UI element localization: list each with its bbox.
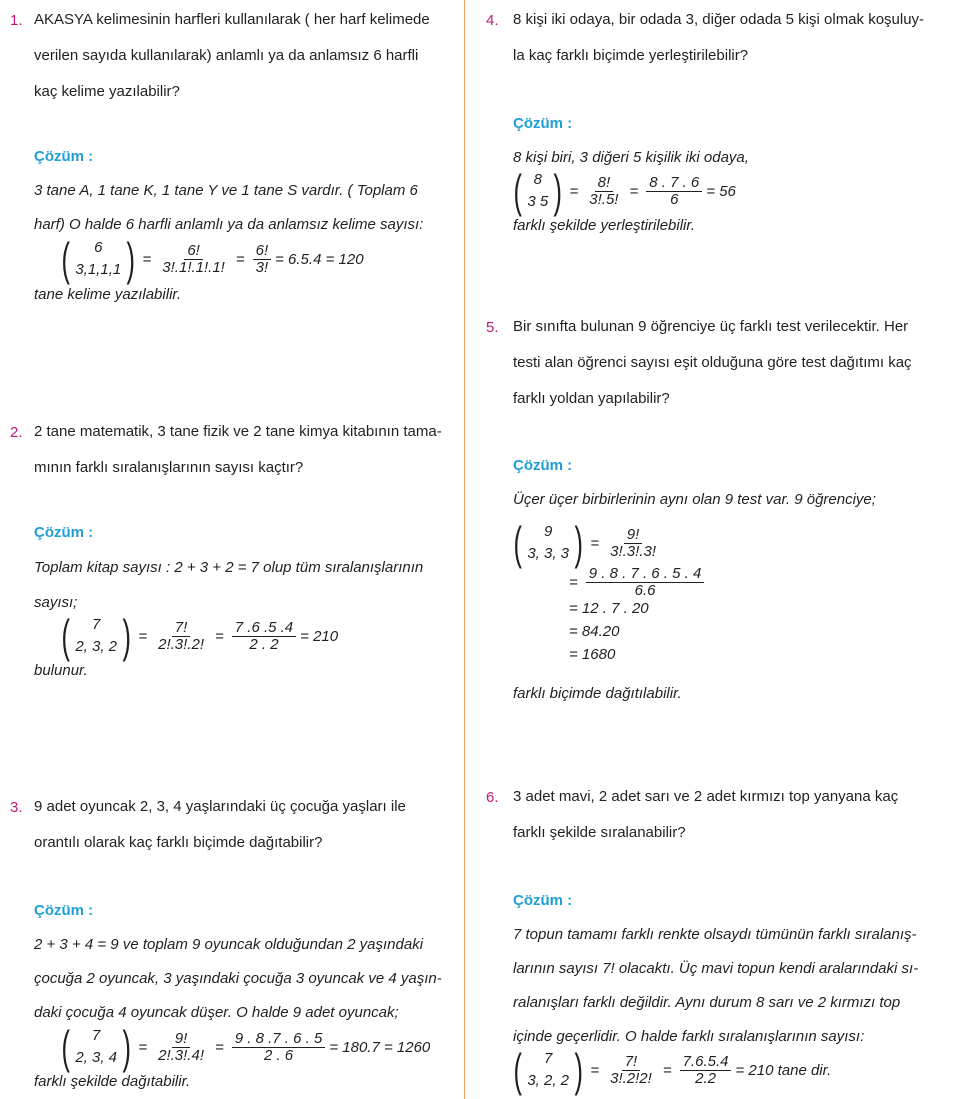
formula-step: = 1680 — [569, 646, 616, 663]
solution-line: 3 tane A, 1 tane K, 1 tane Y ve 1 tane S vardır. ( Toplam 6 — [34, 182, 418, 199]
solution-line: ralanışları farklı değildir. Aynı durum 8 sarı ve 2 kırmızı top — [513, 994, 901, 1011]
question-text — [34, 2, 446, 110]
solution-line: 8 kişi biri, 3 diğeri 5 kişilik iki odaya, — [513, 149, 749, 166]
question-line: kaç kelime yazılabilir? — [34, 83, 180, 100]
formula-result: = 210 — [300, 627, 339, 645]
binomial: ( 7 2, 3, 4 ) — [61, 1021, 131, 1073]
solution-line: çocuğa 2 oyuncak, 3 yaşındaki çocuğa 3 oyuncak ve 4 yaşın- — [34, 970, 442, 987]
binomial-bottom: 3, 3, 3 — [527, 545, 570, 562]
formula-step: = $\frac{9 . 8 . 7 . 6 . 5 . 4}{6.6}$ — [569, 566, 708, 599]
fraction: $\frac{9!}{2!.3!.4!}$ — [158, 1029, 204, 1064]
solution-label: Çözüm : — [34, 902, 94, 919]
binomial: ( 6 3,1,1,1 ) — [61, 233, 136, 285]
question-line: 9 adet oyuncak 2, 3, 4 yaşlarındaki üç çocuğa yaşları ile — [34, 798, 406, 815]
solution-line: sayısı; — [34, 594, 78, 611]
formula: ( 8 3 5 ) = $\frac{8!}{3!.5!}$ = $\frac{8 . 7 . 6}{6}$ = 56 — [510, 168, 736, 214]
formula-result: = 6.5.4 = 120 — [275, 250, 364, 268]
fraction: $\frac{6!}{3!}$ — [253, 243, 272, 276]
formula: ( 7 2, 3, 2 ) = $\frac{7!}{2!.3!.2!}$ = $\frac{7 .6 .5 .4}{2 . 2}$ = 210 — [58, 613, 338, 659]
question-number: 1. — [10, 12, 23, 29]
question-line: la kaç farklı biçimde yerleştirilebilir? — [513, 47, 749, 64]
binomial-top: 9 — [544, 523, 553, 540]
fraction: $\frac{9 . 8 . 7 . 6 . 5 . 4}{6.6}$ — [586, 566, 705, 599]
fraction: $\frac{9 . 8 .7 . 6 . 5}{2 . 6}$ — [232, 1031, 326, 1064]
solution-line: 7 topun tamamı farklı renkte olsaydı tümünün farklı sıralanış- — [513, 926, 917, 943]
question-line: verilen sayıda kullanılarak) anlamlı ya da anlamsız 6 harfli — [34, 47, 419, 64]
formula: ( 7 3, 2, 2 ) = $\frac{7!}{3!.2!2!}$ = $\frac{7.6.5.4}{2.2}$ = 210 tane dir. — [510, 1047, 831, 1093]
solution-label: Çözüm : — [513, 115, 573, 132]
fraction: $\frac{7.6.5.4}{2.2}$ — [680, 1054, 732, 1087]
solution-conclusion: farklı şekilde yerleştirilebilir. — [513, 217, 695, 234]
binomial: ( 7 2, 3, 2 ) — [61, 610, 131, 662]
question-number: 6. — [486, 789, 499, 806]
column-divider — [464, 0, 465, 1099]
question-line: Bir sınıfta bulunan 9 öğrenciye üç farklı test verilecektir. Her — [513, 318, 909, 335]
solution-line: Toplam kitap sayısı : 2 + 3 + 2 = 7 olup tüm sıralanışlarının — [34, 559, 424, 576]
question-line: testi alan öğrenci sayısı eşit olduğuna göre test dağıtımı kaç — [513, 354, 912, 371]
fraction: $\frac{8 . 7 . 6}{6}$ — [646, 175, 702, 208]
fraction: $\frac{6!}{3!.1!.1!.1!}$ — [162, 241, 225, 276]
question-text — [34, 414, 446, 486]
solution-line: harf) O halde 6 harfli anlamlı ya da anlamsız kelime sayısı: — [34, 216, 424, 233]
fraction: $\frac{8!}{3!.5!}$ — [589, 173, 619, 208]
binomial-bottom: 2, 3, 2 — [75, 638, 118, 655]
formula-step: = 84.20 — [569, 623, 620, 640]
question-line: farklı şekilde sıralanabilir? — [513, 824, 686, 841]
binomial-bottom: 3 5 — [527, 193, 549, 210]
solution-line: içinde geçerlidir. O halde farklı sıralanışlarının sayısı: — [513, 1028, 865, 1045]
question-line: AKASYA kelimesinin harfleri kullanılarak ( her harf kelimede — [34, 11, 430, 28]
formula-step: = 12 . 7 . 20 — [569, 600, 649, 617]
solution-line: 2 + 3 + 4 = 9 ve toplam 9 oyuncak olduğundan 2 yaşındaki — [34, 936, 424, 953]
question-number: 2. — [10, 424, 23, 441]
solution-label: Çözüm : — [513, 457, 573, 474]
question-text — [34, 789, 446, 861]
solution-line: daki çocuğa 4 oyuncak düşer. O halde 9 adet oyuncak; — [34, 1004, 399, 1021]
question-line: mının farklı sıralanışlarının sayısı kaçtır? — [34, 459, 304, 476]
formula: ( 6 3,1,1,1 ) = $\frac{6!}{3!.1!.1!.1!}$ = $\frac{6!}{3!}$ = 6.5.4 = 120 — [58, 236, 364, 282]
formula-result: = 56 — [706, 182, 736, 200]
binomial: ( 9 3, 3, 3 ) — [513, 517, 583, 569]
solution-conclusion: farklı şekilde dağıtabilir. — [34, 1073, 191, 1090]
formula: ( 9 3, 3, 3 ) = $\frac{9!}{3!.3!.3!}$ — [510, 520, 663, 566]
solution-conclusion: farklı biçimde dağıtılabilir. — [513, 685, 682, 702]
binomial-top: 7 — [544, 1050, 553, 1067]
question-text — [513, 2, 943, 74]
question-line: 3 adet mavi, 2 adet sarı ve 2 adet kırmızı top yanyana kaç — [513, 788, 899, 805]
fraction: $\frac{7!}{3!.2!2!}$ — [610, 1052, 652, 1087]
binomial-top: 8 — [533, 171, 542, 188]
question-text — [513, 309, 943, 417]
formula: ( 7 2, 3, 4 ) = $\frac{9!}{2!.3!.4!}$ = $\frac{9 . 8 .7 . 6 . 5}{2 . 6}$ = 180.7 = 1260 — [58, 1024, 430, 1070]
binomial-bottom: 3, 2, 2 — [527, 1072, 570, 1089]
question-number: 4. — [486, 12, 499, 29]
solution-conclusion: bulunur. — [34, 662, 88, 679]
binomial-top: 7 — [92, 1027, 101, 1044]
binomial-bottom: 2, 3, 4 — [75, 1049, 118, 1066]
solution-label: Çözüm : — [34, 148, 94, 165]
question-line: 2 tane matematik, 3 tane fizik ve 2 tane kimya kitabının tama- — [34, 423, 442, 440]
question-text — [513, 779, 943, 851]
solution-conclusion: tane kelime yazılabilir. — [34, 286, 182, 303]
question-line: 8 kişi iki odaya, bir odada 3, diğer odada 5 kişi olmak koşuluy- — [513, 11, 925, 28]
question-number: 5. — [486, 319, 499, 336]
question-line: orantılı olarak kaç farklı biçimde dağıtabilir? — [34, 834, 323, 851]
fraction: $\frac{7!}{2!.3!.2!}$ — [158, 618, 204, 653]
solution-line: Üçer üçer birbirlerinin aynı olan 9 test var. 9 öğrenciye; — [513, 491, 876, 508]
binomial: ( 7 3, 2, 2 ) — [513, 1044, 583, 1096]
formula-result: = 210 tane dir. — [735, 1061, 832, 1079]
solution-line: larının sayısı 7! olacaktı. Üç mavi topun kendi aralarındaki sı- — [513, 960, 919, 977]
formula-result: = 180.7 = 1260 — [329, 1038, 431, 1056]
binomial-bottom: 3,1,1,1 — [75, 261, 122, 278]
binomial: ( 8 3 5 ) — [513, 165, 563, 217]
question-number: 3. — [10, 799, 23, 816]
fraction: $\frac{7 .6 .5 .4}{2 . 2}$ — [232, 620, 296, 653]
binomial-top: 6 — [94, 239, 103, 256]
fraction: $\frac{9!}{3!.3!.3!}$ — [610, 525, 656, 560]
solution-label: Çözüm : — [513, 892, 573, 909]
question-line: farklı yoldan yapılabilir? — [513, 390, 670, 407]
binomial-top: 7 — [92, 616, 101, 633]
solution-label: Çözüm : — [34, 524, 94, 541]
